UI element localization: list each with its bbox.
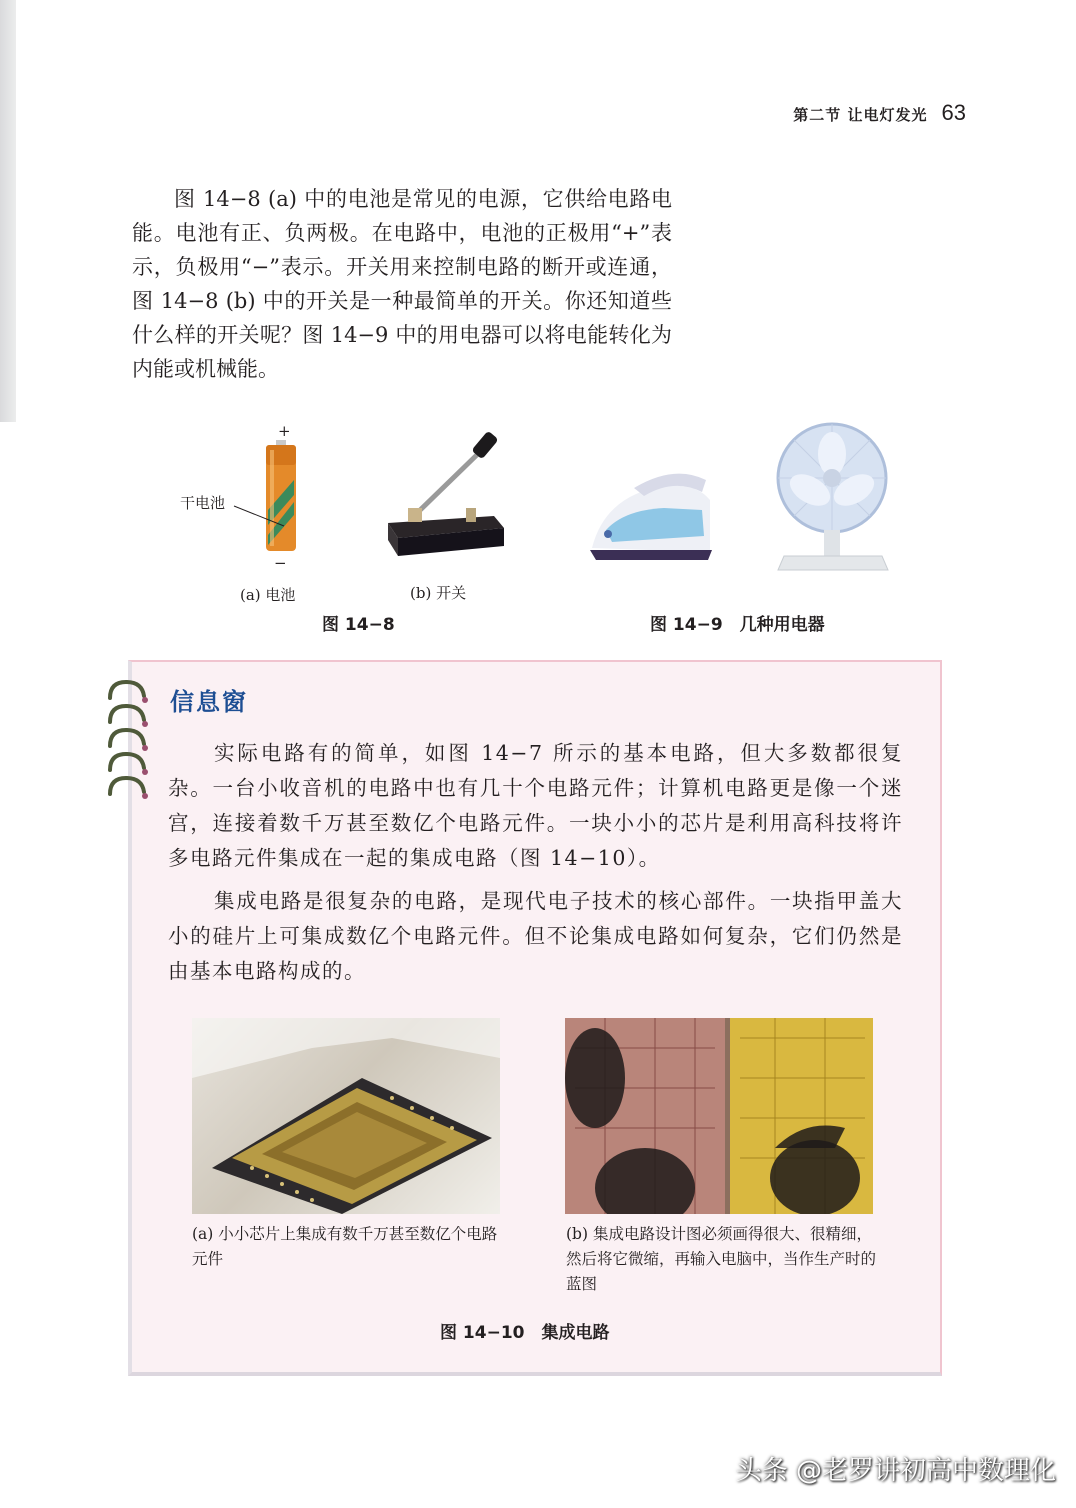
caption-figure-14-8: 图 14−8	[322, 615, 395, 635]
switch-image	[384, 428, 510, 560]
battery-label: 干电池	[180, 494, 226, 512]
caption-switch: (b) 开关	[410, 584, 467, 602]
page-header	[793, 100, 966, 126]
page-edge-strip	[0, 0, 16, 422]
caption-battery: (a) 电池	[240, 586, 296, 604]
iron-image	[584, 460, 716, 564]
caption-chip-photo: (a) 小小芯片上集成有数千万甚至数亿个电路元件	[192, 1225, 498, 1268]
figures-14-8-14-9	[0, 420, 1076, 640]
page-number: 63	[941, 100, 966, 125]
battery-plus-sign: +	[278, 422, 291, 440]
chip-illustration	[192, 1018, 500, 1214]
caption-figure-14-10: 图 14−10 集成电路	[440, 1323, 610, 1343]
ic-design-illustration	[565, 1018, 873, 1214]
binder-rings-icon	[100, 676, 160, 806]
info-window-title: 信息窗	[170, 688, 248, 716]
fan-image	[770, 420, 900, 576]
battery-minus-sign: −	[274, 554, 287, 572]
section-title: 第二节 让电灯发光	[793, 106, 928, 124]
info-paragraph-1: 实际电路有的简单，如图 14−7 所示的基本电路，但大多数都很复杂。一台小收音机的电路中也有几十个电路元件；计算机电路更是像一个迷宫，连接着数千万甚至数亿个电路元件。一块小小的芯片是利用高科技将许多电路元件集成在一起的集成电路（图 14−10）。	[168, 741, 903, 870]
caption-figure-14-9: 图 14−9 几种用电器	[650, 615, 825, 635]
caption-ic-design-photo: (b) 集成电路设计图必须画得很大、很精细，然后将它微缩，再输入电脑中，当作生产时的蓝图	[566, 1225, 877, 1293]
ic-design-photo	[565, 1018, 873, 1214]
info-paragraph-2: 集成电路是很复杂的电路，是现代电子技术的核心部件。一块指甲盖大小的硅片上可集成数亿个电路元件。但不论集成电路如何复杂，它们仍然是由基本电路构成的。	[168, 889, 903, 983]
body-paragraph: 图 14−8 (a) 中的电池是常见的电源，它供给电路电能。电池有正、负两极。在电路中，电池的正极用“+”表示，负极用“−”表示。开关用来控制电路的断开或连通，图 14−8 (b) 中的开关是一种最简单的开关。你还知道些什么样的开关呢？图 14−9 中的用电器可以将电能转化为内能或机械能。	[132, 187, 672, 381]
chip-photo	[192, 1018, 500, 1214]
battery-leader-line	[232, 500, 292, 530]
watermark: 头条 @老罗讲初高中数理化	[735, 1456, 1056, 1486]
battery-image	[262, 440, 302, 558]
